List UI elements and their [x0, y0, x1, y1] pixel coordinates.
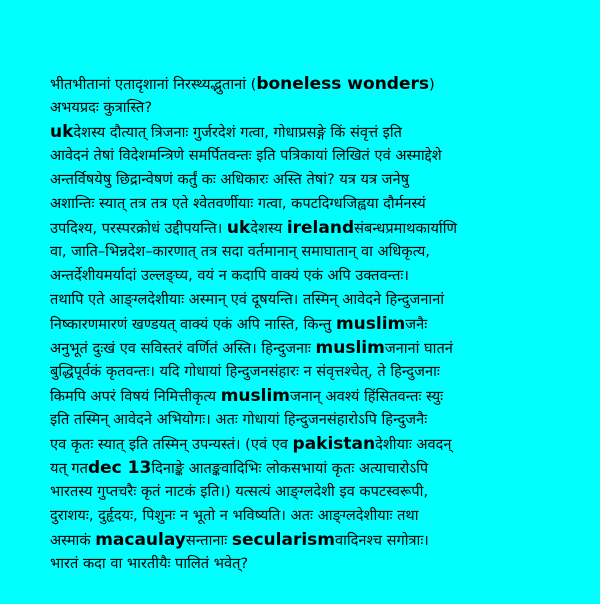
text-segment: अनुभूतं दुःखं एव सविस्तरं वर्णितं अस्ति। हिन्दुजनाः: [50, 340, 316, 357]
text-segment: यत् गत: [50, 460, 88, 477]
text-line: [50, 456, 570, 480]
text-segment: इति तस्मिन् आवेदने अभियोगः। अतः गोधायां हिन्दुजनसंहारोऽपि हिन्दुजनैः: [50, 411, 428, 428]
text-segment: बुद्धिपूर्वकं कृतवन्तः। यदि गोधायां हिन्दुजनसंहारः न संवृत्तश्चेत्, ते हिन्दुजनाः: [50, 363, 440, 380]
text-line: [50, 528, 570, 552]
latin-term: uk: [226, 218, 251, 238]
text-segment: तथापि एते आङ्ग्लदेशीयाः अस्मान् एवं दूषयन्ति। तस्मिन् आवेदने हिन्दुजनानां: [50, 291, 445, 308]
text-segment: दिनाङ्के आतङ्कवादिभिः लोकसभायां कृतः अत्याचारोऽपि: [151, 460, 429, 477]
text-line: [50, 360, 570, 384]
text-segment: आवेदनं तेषां विदेशमन्त्रिणे समर्पितवन्तः इति पत्रिकायां लिखितं एवं अस्माद्देशे: [50, 147, 442, 164]
text-segment: एव कृतः स्यात् इति तस्मिन् उपन्यस्तं। (एवं एव: [50, 436, 293, 453]
text-line: [50, 168, 570, 192]
text-segment: निष्कारणमारणं खण्डयत् वाक्यं एकं अपि नास्ति, किन्तु: [50, 316, 336, 333]
text-segment: भारतं कदा वा भारतीयैः पालितं भवेत्?: [50, 555, 249, 572]
text-segment: भीतभीतानां एतादृशानां निरस्थ्यद्भुतानां (: [50, 76, 257, 93]
latin-term: muslim: [335, 314, 406, 334]
text-line: [50, 384, 570, 408]
latin-term: muslim: [315, 338, 385, 358]
text-segment: दुराशयः, दुर्हृदयः, पिशुनः न भूतो न भविष्यति। अतः आङ्ग्लदेशीयाः तथा: [50, 507, 419, 524]
text-line: [50, 192, 570, 216]
text-segment: अन्तर्विषयेषु छिद्रान्वेषणं कर्तुं कः अधिकारः अस्ति तेषां? यत्र यत्र जनेषु: [50, 171, 410, 188]
text-segment: जनान् अवश्यं हिंसितवन्तः स्युः: [290, 388, 444, 405]
text-segment: अस्माकं: [50, 532, 96, 549]
text-segment: संबन्धप्रमाथकार्याणि: [354, 220, 458, 237]
latin-term: dec 13: [87, 458, 152, 478]
text-segment: सन्तानाः: [185, 532, 232, 549]
text-line: [50, 552, 570, 576]
text-line: [50, 96, 570, 120]
latin-term: secularism: [231, 530, 335, 550]
latin-term: uk: [50, 122, 74, 142]
latin-term: pakistan: [292, 434, 376, 454]
article-paragraph: [50, 72, 570, 576]
latin-term: muslim: [220, 386, 291, 406]
text-line: [50, 144, 570, 168]
text-segment: अन्तर्देशीयमर्यादां उल्लङ्घ्य, वयं न कदापि वाक्यं एकं अपि उक्तवन्तः।: [50, 267, 409, 284]
text-line: [50, 336, 570, 360]
text-line: [50, 240, 570, 264]
text-line: [50, 72, 570, 96]
text-line: [50, 312, 570, 336]
text-segment: उपदिश्य, परस्परक्रोधं उद्दीपयन्ति।: [50, 220, 227, 237]
text-segment: देशीयाः अवदन्: [375, 436, 452, 453]
text-line: [50, 216, 570, 240]
text-segment: जनानां घातनं: [384, 340, 453, 357]
text-segment: जनैः: [405, 316, 428, 333]
text-line: [50, 504, 570, 528]
text-line: [50, 120, 570, 144]
latin-term: ireland: [286, 218, 355, 238]
text-segment: देशस्य दौत्यात् त्रिजनाः गुर्जरदेशं गत्वा, गोधाप्रसङ्गे किं संवृत्तं इति: [73, 124, 402, 141]
text-segment: ): [429, 76, 435, 93]
text-segment: वादिनश्च सगोत्राः।: [335, 532, 429, 549]
text-line: [50, 432, 570, 456]
text-segment: किमपि अपरं विषयं निमित्तीकृत्य: [50, 388, 221, 405]
text-segment: देशस्य: [250, 220, 287, 237]
latin-term: boneless wonders: [256, 74, 429, 94]
text-segment: अभयप्रदः कुत्रास्ति?: [50, 99, 153, 116]
text-segment: भारतस्य गुप्तचरैः कृतं नाटकं इति।) यत्सत्यं आङ्ग्लदेशी इव कपटस्वरूपी,: [50, 483, 429, 500]
text-segment: अशान्तिः स्यात् तत्र तत्र एते श्वेतवर्णीयाः गत्वा, कपटदिग्धजिह्वया दौर्मनस्यं: [50, 195, 426, 212]
text-line: [50, 408, 570, 432]
text-segment: वा, जाति–भिन्नदेश–कारणात् तत्र सदा वर्तमानान् समाघातान् वा अधिकृत्य,: [50, 243, 430, 260]
latin-term: macaulay: [95, 530, 186, 550]
text-line: [50, 288, 570, 312]
text-line: [50, 480, 570, 504]
text-line: [50, 264, 570, 288]
